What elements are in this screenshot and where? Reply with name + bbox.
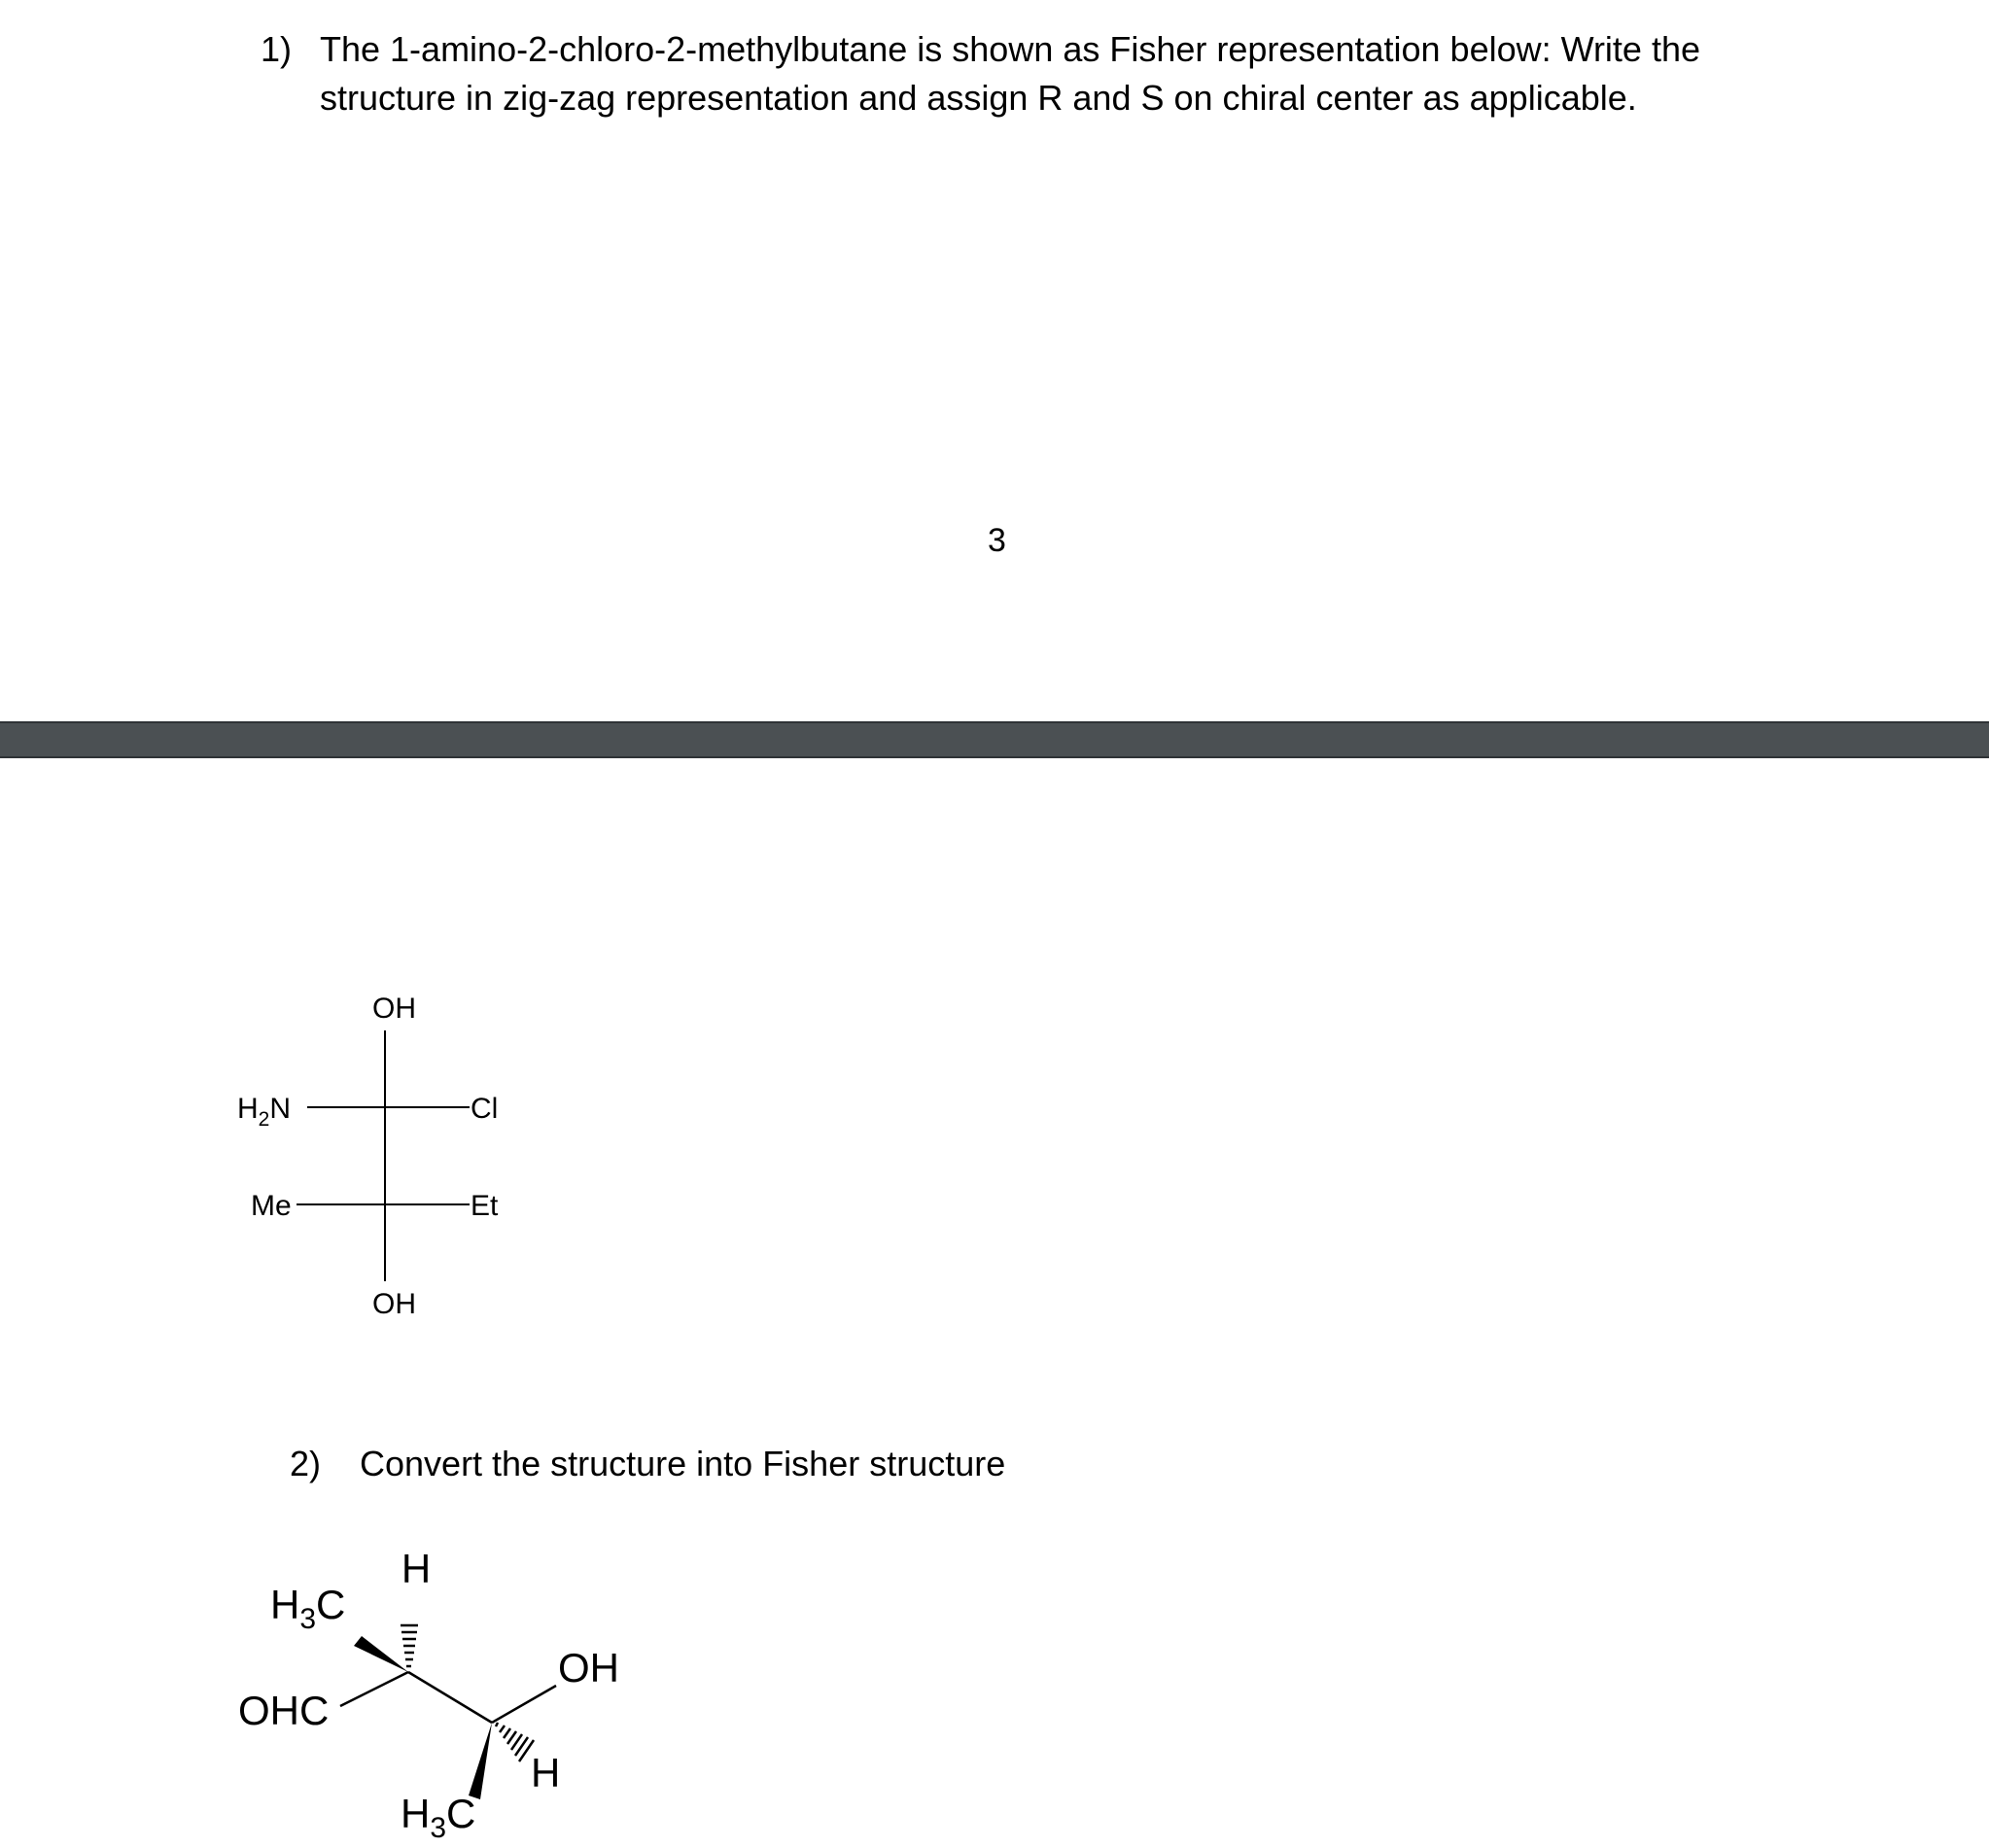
- label-h3c-bottom: $H_3C$: [401, 1791, 476, 1844]
- fischer-row2-left-label: Me: [251, 1190, 292, 1222]
- fischer-bottom-label: OH: [372, 1288, 416, 1320]
- label-h-top: H: [401, 1546, 432, 1591]
- wedge-bond-c1-ch3: [354, 1636, 408, 1672]
- fischer-top-label: OH: [372, 993, 416, 1025]
- fischer-row1-right-label: Cl: [471, 1093, 499, 1125]
- wedge-bond-c2-ch3: [469, 1723, 492, 1799]
- question-2-text: Convert the structure into Fisher structure: [360, 1444, 1006, 1483]
- label-oh: OH: [558, 1645, 619, 1691]
- question-2-number: 2): [290, 1444, 322, 1483]
- label-ohc: OHC: [238, 1688, 330, 1733]
- wedge-dash-structure: [233, 1536, 661, 1847]
- label-h-bottom: H: [531, 1750, 561, 1796]
- fischer-row2-right-label: Et: [471, 1190, 499, 1222]
- bond-c1-c2: [408, 1672, 492, 1723]
- page-separator: [0, 721, 1989, 758]
- bond-c1-ohc: [340, 1672, 408, 1706]
- fischer-row1-left-label: $H_2N$: [237, 1093, 292, 1131]
- question-1-number: 1): [261, 29, 293, 69]
- label-h3c-top: $H_3C$: [270, 1582, 346, 1635]
- question-1-text: The 1-amino-2-chloro-2-methylbutane is shown as Fisher representation below: Write the structure in zig-zag representation and assign R and S on chiral center as applicable.: [320, 29, 1700, 118]
- bond-c2-oh: [492, 1686, 556, 1723]
- hashed-bond-c2-h: [496, 1723, 534, 1761]
- hashed-bond-c1-h: [401, 1625, 418, 1666]
- page-number: 3: [988, 522, 1006, 559]
- fischer-projection: [224, 972, 535, 1332]
